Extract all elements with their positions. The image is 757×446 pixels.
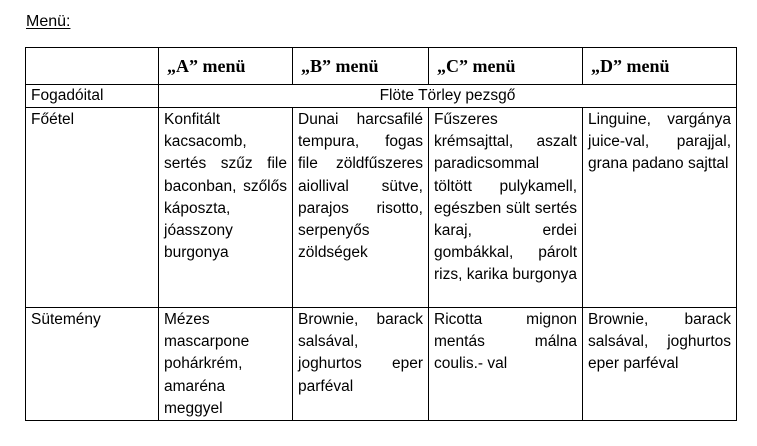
header-blank-cell (26, 48, 159, 85)
table-row-welcome-drink (26, 85, 737, 108)
menu-table (25, 47, 737, 421)
main-course-menu-b: Dunai harcsafilé tempura, fogas file zöldfűszeres aiollival sütve, parajos risotto, serpenyős zöldségek (293, 108, 429, 308)
page-title: Menü: (26, 13, 71, 30)
welcome-drink-value: Flöte Törley pezsgő (159, 85, 737, 108)
header-menu-b: „B” menü (293, 48, 429, 85)
dessert-menu-c: Ricotta mignon mentás málna coulis.- val (429, 308, 583, 421)
table-header-row (26, 48, 737, 85)
dessert-menu-b: Brownie, barack salsával, joghurtos eper parféval (293, 308, 429, 421)
table-row-dessert (26, 308, 737, 421)
header-menu-d: „D” menü (583, 48, 737, 85)
main-course-menu-a: Konfitált kacsacomb, sertés szűz file baconban, szőlős káposzta, jóasszony burgonya (159, 108, 293, 308)
dessert-menu-d: Brownie, barack salsával, joghurtos eper parféval (583, 308, 737, 421)
header-menu-a: „A” menü (159, 48, 293, 85)
header-menu-c: „C” menü (429, 48, 583, 85)
table-row-main-course (26, 108, 737, 308)
dessert-menu-a: Mézes mascarpone pohárkrém, amaréna meggyel (159, 308, 293, 421)
row-label-welcome-drink: Fogadóital (26, 85, 159, 108)
row-label-dessert: Sütemény (26, 308, 159, 421)
main-course-menu-d: Linguine, vargánya juice-val, parajjal, grana padano sajttal (583, 108, 737, 308)
main-course-menu-c: Fűszeres krémsajttal, aszalt paradicsommal töltött pulykamell, egészben sült sertés karaj, erdei gombákkal, párolt rizs, karika burgonya (429, 108, 583, 308)
row-label-main-course: Főétel (26, 108, 159, 308)
